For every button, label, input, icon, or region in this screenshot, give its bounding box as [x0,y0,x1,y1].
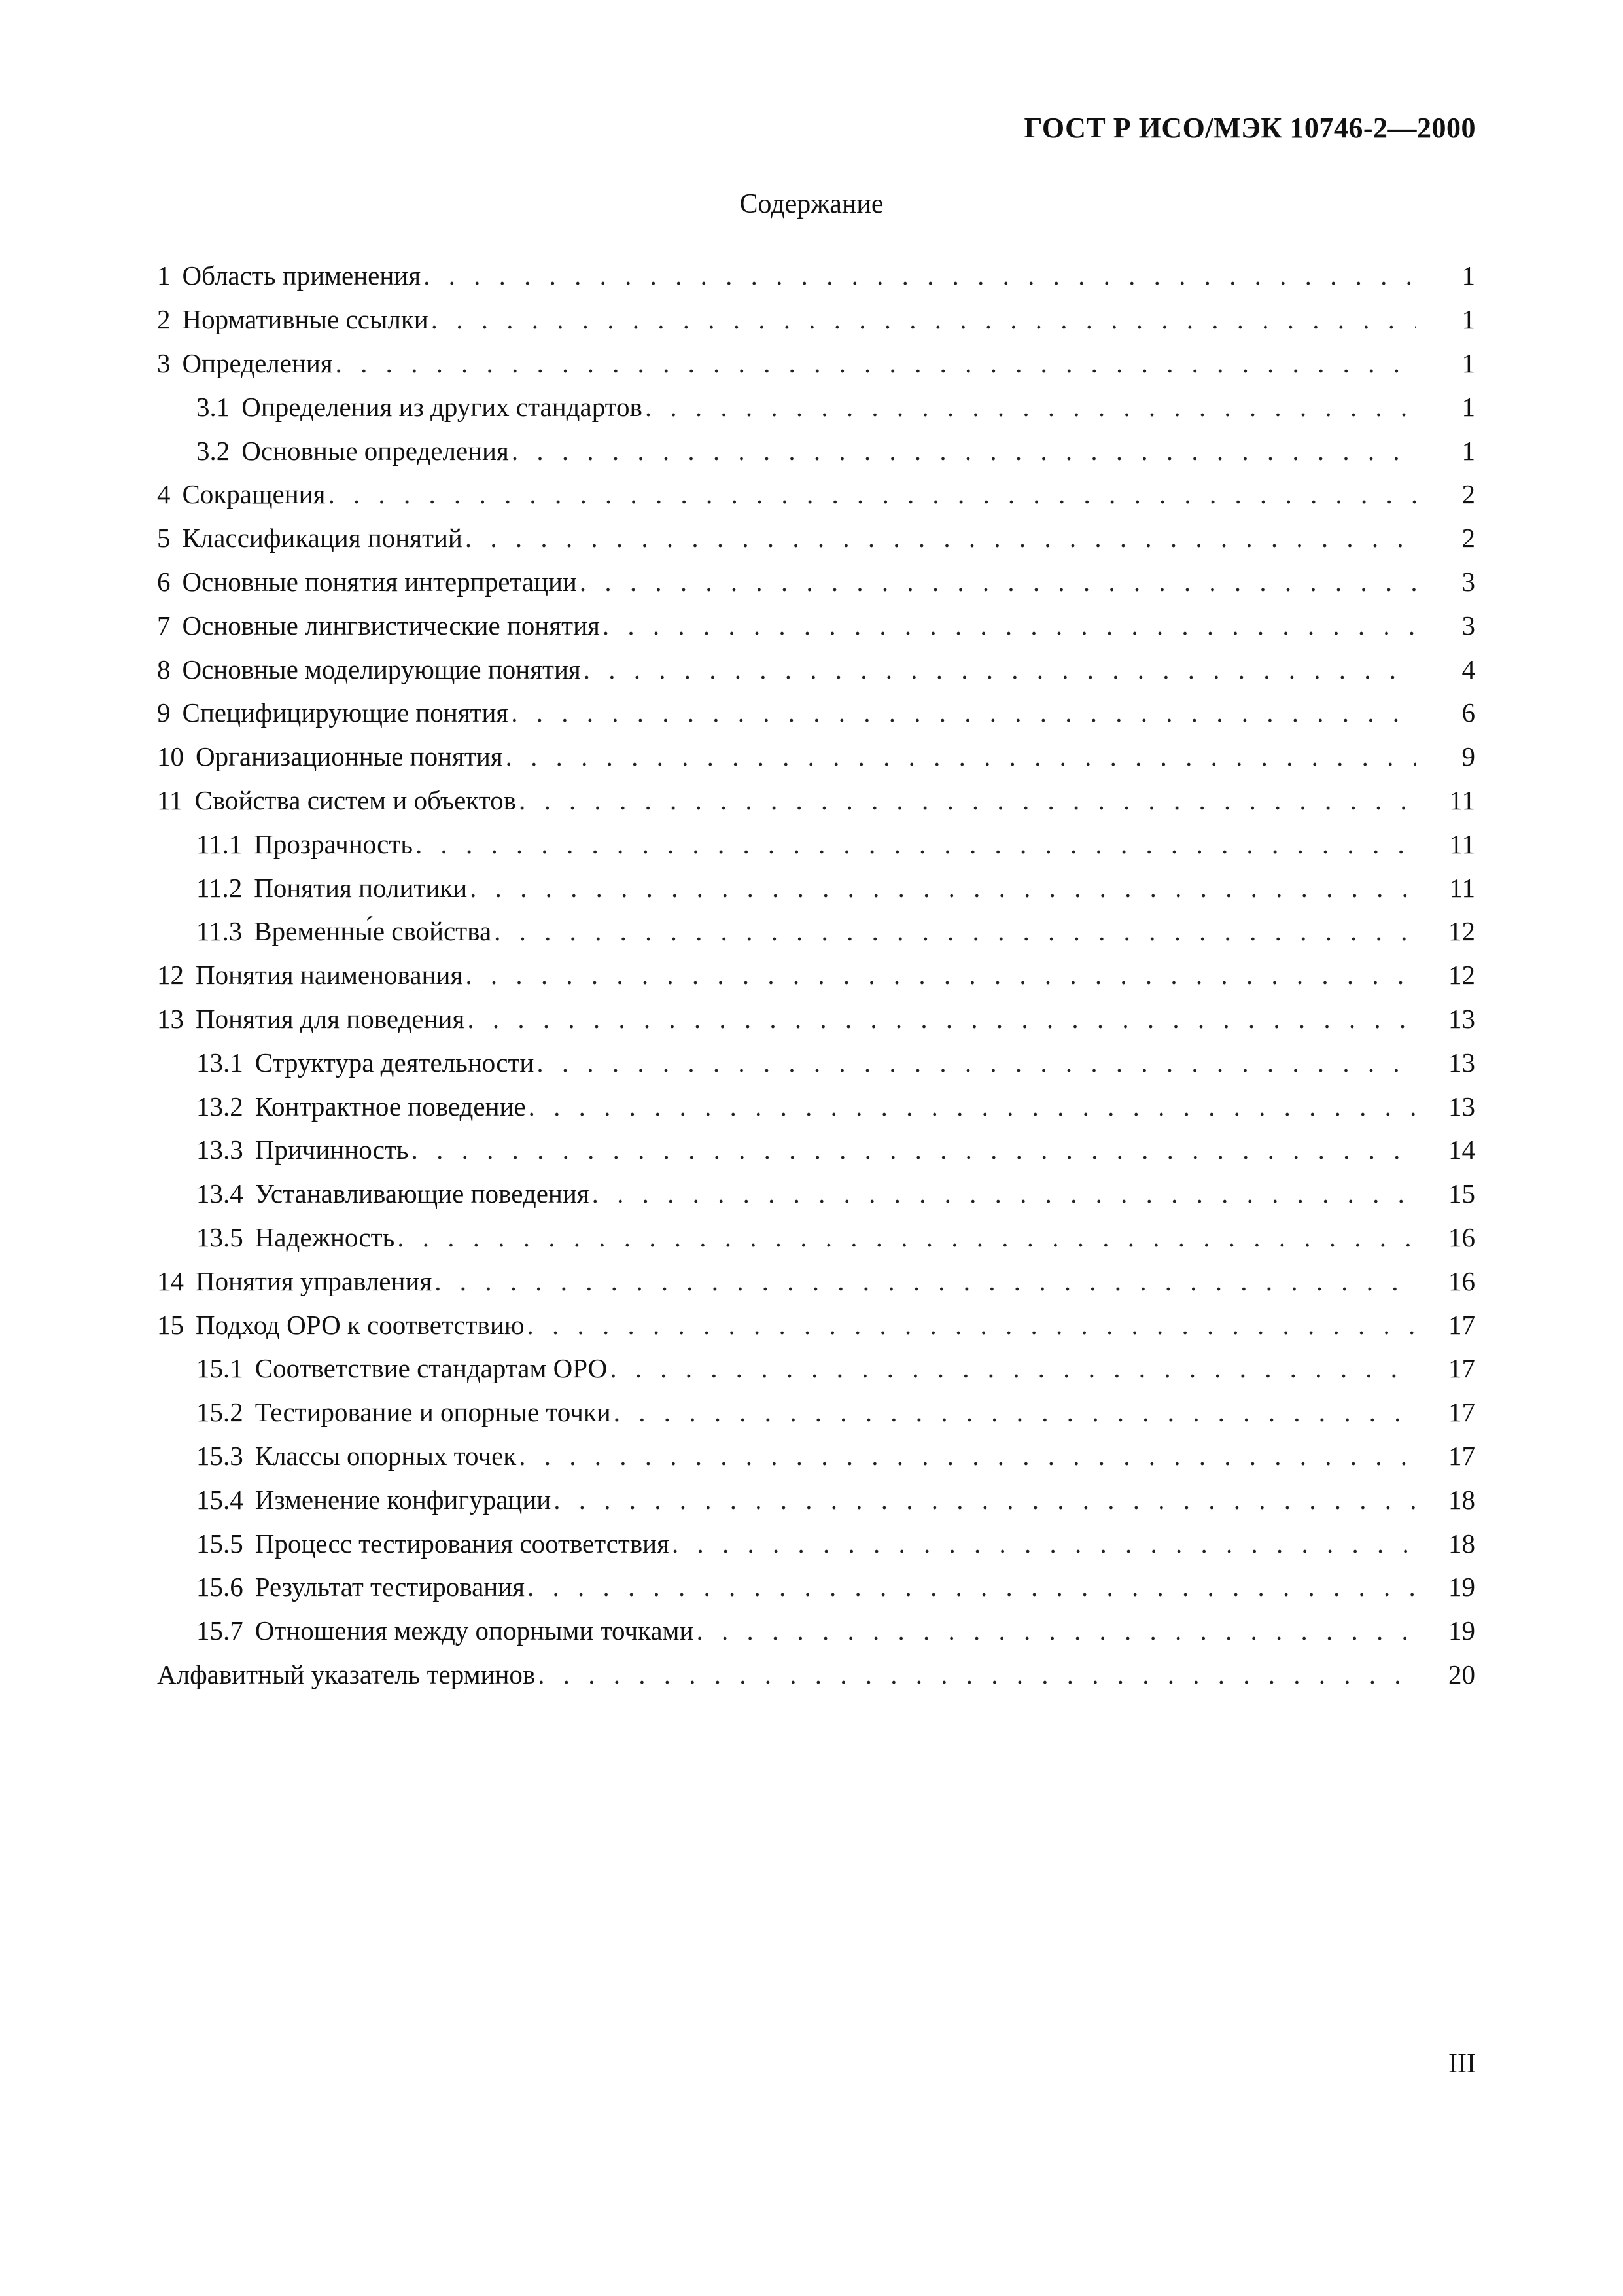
toc-entry-title: Определения из других стандартов [241,391,642,422]
toc-entry-title: Понятия наименования [196,960,463,991]
toc-entry-number: 3.2 [196,435,230,466]
toc-entry-page: 1 [1461,391,1475,422]
toc-entry-number: 13.5 [196,1222,243,1252]
toc-entry-page: 12 [1448,916,1475,947]
toc-entry-number: 1 [157,260,171,291]
dot-leader [397,1222,1416,1253]
dot-leader [527,1309,1416,1341]
toc-entry-page: 3 [1461,610,1475,641]
toc-entry-number: 8 [157,654,171,684]
toc-entry[interactable] [157,254,1475,298]
toc-entry-title: Устанавливающие поведения [254,1178,589,1209]
toc-entry-number: 10 [157,741,184,772]
toc-entry-title: Понятия политики [254,872,468,903]
toc-entry[interactable] [157,342,1475,385]
dot-leader [696,1615,1416,1646]
toc-entry[interactable] [157,560,1475,604]
toc-entry[interactable] [157,735,1475,779]
toc-entry[interactable] [157,1216,1475,1260]
toc-entry-number: 12 [157,960,184,991]
toc-entry-title: Надежность [254,1222,395,1252]
dot-leader [494,915,1416,947]
dot-leader [465,522,1416,554]
dot-leader [415,828,1416,860]
dot-leader [470,872,1416,904]
toc-entry[interactable] [157,1040,1475,1084]
toc-entry[interactable] [157,1521,1475,1565]
toc-entry[interactable] [157,647,1475,691]
toc-entry-page: 17 [1448,1397,1475,1428]
toc-entry-number: 3 [157,347,171,378]
dot-leader [602,610,1416,641]
dot-leader [506,741,1416,772]
toc-entry-number: 2 [157,304,171,335]
toc-entry-title: Область применения [182,260,421,291]
toc-entry[interactable] [157,429,1475,472]
toc-entry-title: Основные моделирующие понятия [182,654,581,684]
toc-entry[interactable] [157,1347,1475,1390]
dot-leader [527,1571,1416,1602]
toc-entry-title: Алфавитный указатель терминов [157,1659,536,1689]
dot-leader [610,1352,1416,1384]
table-of-contents [157,254,1475,1696]
toc-entry-page: 20 [1448,1659,1475,1689]
dot-leader [431,304,1416,335]
dot-leader [529,1091,1416,1122]
toc-entry-number: 13.1 [196,1047,243,1078]
dot-leader [328,478,1416,510]
toc-entry-number: 3.1 [196,391,230,422]
toc-entry-title: Понятия управления [196,1265,432,1296]
toc-entry-page: 13 [1448,1091,1475,1122]
toc-entry-page: 9 [1461,741,1475,772]
toc-entry-number: 13 [157,1003,184,1034]
toc-entry-number: 11.1 [196,828,243,859]
toc-entry-title: Основные определения [241,435,509,466]
toc-entry-title: Причинность [254,1135,409,1165]
toc-entry-title: Сокращения [182,479,326,510]
toc-entry-page: 13 [1448,1047,1475,1078]
toc-entry-page: 16 [1448,1222,1475,1252]
toc-entry-page: 1 [1461,304,1475,335]
toc-entry[interactable] [157,822,1475,866]
toc-entry-title: Контрактное поведение [254,1091,526,1122]
toc-entry-title: Результат тестирования [254,1572,525,1602]
toc-entry-page: 17 [1448,1440,1475,1471]
toc-entry-page: 12 [1448,960,1475,991]
toc-entry-page: 17 [1448,1309,1475,1340]
toc-entry[interactable] [157,953,1475,997]
toc-entry-page: 6 [1461,698,1475,728]
toc-entry[interactable] [157,1565,1475,1609]
dot-leader [553,1484,1416,1515]
dot-leader [538,1659,1416,1690]
toc-entry[interactable] [157,603,1475,647]
toc-entry-title: Структура деятельности [254,1047,534,1078]
toc-entry-title: Временны́е свойства [254,916,492,947]
dot-leader [584,654,1416,685]
toc-entry-number: 6 [157,566,171,597]
toc-entry-title: Процесс тестирования соответствия [254,1528,669,1559]
dot-leader [434,1265,1416,1297]
toc-entry[interactable] [157,516,1475,560]
toc-entry-title: Специфицирующие понятия [182,698,509,728]
toc-entry-title: Соответствие стандартам ОРО [254,1353,608,1384]
toc-entry-page: 15 [1448,1178,1475,1209]
toc-entry-title: Подход ОРО к соответствию [196,1309,525,1340]
toc-entry-page: 17 [1448,1353,1475,1384]
toc-entry-title: Прозрачность [254,828,413,859]
toc-entry-index[interactable] [157,1653,1475,1697]
toc-entry-number: 15.6 [196,1572,243,1602]
toc-entry-number: 4 [157,479,171,510]
toc-entry-number: 15.1 [196,1353,243,1384]
toc-entry-title: Свойства систем и объектов [194,785,516,815]
dot-leader [580,566,1416,597]
dot-leader [423,260,1416,291]
toc-entry-number: 13.3 [196,1135,243,1165]
toc-entry-number: 15.3 [196,1440,243,1471]
toc-entry[interactable] [157,1259,1475,1303]
toc-entry-title: Нормативные ссылки [182,304,428,335]
toc-entry-page: 1 [1461,260,1475,291]
toc-entry-number: 5 [157,523,171,554]
toc-title: Содержание [739,189,884,219]
toc-entry-title: Определения [182,347,333,378]
dot-leader [512,435,1416,467]
toc-entry-number: 7 [157,610,171,641]
toc-entry-page: 2 [1461,479,1475,510]
toc-entry-title: Изменение конфигурации [254,1484,551,1515]
toc-entry-page: 4 [1461,654,1475,684]
dot-leader [672,1528,1416,1559]
toc-entry-title: Отношения между опорными точками [254,1616,694,1646]
toc-entry[interactable] [157,385,1475,429]
toc-entry-number: 15.5 [196,1528,243,1559]
toc-entry[interactable] [157,1084,1475,1128]
dot-leader [645,391,1416,423]
toc-entry-title: Классы опорных точек [254,1440,517,1471]
toc-entry-number: 15 [157,1309,184,1340]
toc-entry-title: Основные понятия интерпретации [182,566,577,597]
toc-entry-page: 16 [1448,1265,1475,1296]
toc-entry-title: Тестирование и опорные точки [254,1397,611,1428]
toc-entry-number: 13.2 [196,1091,243,1122]
toc-entry-number: 13.4 [196,1178,243,1209]
toc-entry[interactable] [157,1434,1475,1478]
toc-entry-page: 11 [1449,828,1475,859]
toc-entry-page: 11 [1449,785,1475,815]
toc-entry-page: 13 [1448,1003,1475,1034]
toc-entry[interactable] [157,1609,1475,1653]
toc-entry-page: 2 [1461,523,1475,554]
toc-entry-page: 18 [1448,1528,1475,1559]
dot-leader [519,1440,1416,1472]
toc-entry[interactable] [157,298,1475,342]
toc-entry-title: Основные лингвистические понятия [182,610,600,641]
toc-entry-number: 15.4 [196,1484,243,1515]
toc-entry-page: 19 [1448,1572,1475,1602]
toc-entry-number: 14 [157,1265,184,1296]
toc-entry-title: Понятия для поведения [196,1003,465,1034]
dot-leader [411,1134,1416,1165]
toc-entry[interactable] [157,1477,1475,1521]
page-number: III [1448,2049,1476,2079]
dot-leader [465,959,1416,991]
toc-entry[interactable] [157,691,1475,735]
toc-entry-page: 19 [1448,1616,1475,1646]
toc-entry-number: 11.3 [196,916,243,947]
dot-leader [511,697,1416,728]
dot-leader [536,1047,1416,1078]
toc-entry[interactable] [157,1128,1475,1172]
toc-entry[interactable] [157,997,1475,1041]
dot-leader [592,1178,1416,1209]
toc-entry[interactable] [157,1303,1475,1347]
toc-entry[interactable] [157,1390,1475,1434]
dot-leader [519,785,1416,816]
toc-entry[interactable] [157,472,1475,516]
toc-entry-number: 15.2 [196,1397,243,1428]
toc-entry[interactable] [157,866,1475,910]
toc-entry-page: 1 [1461,347,1475,378]
toc-entry-number: 9 [157,698,171,728]
toc-entry-title: Организационные понятия [196,741,503,772]
toc-entry-number: 11 [157,785,183,815]
toc-entry-page: 14 [1448,1135,1475,1165]
toc-entry[interactable] [157,910,1475,953]
toc-entry[interactable] [157,779,1475,822]
toc-entry-number: 15.7 [196,1616,243,1646]
dot-leader [336,347,1416,379]
toc-entry-page: 11 [1449,872,1475,903]
dot-leader [467,1003,1416,1034]
toc-entry-title: Классификация понятий [182,523,462,554]
toc-entry-number: 11.2 [196,872,243,903]
dot-leader [614,1396,1416,1428]
toc-entry-page: 3 [1461,566,1475,597]
toc-entry[interactable] [157,1172,1475,1216]
toc-entry-page: 18 [1448,1484,1475,1515]
toc-entry-page: 1 [1461,435,1475,466]
document-id: ГОСТ Р ИСО/МЭК 10746-2—2000 [1024,112,1476,144]
